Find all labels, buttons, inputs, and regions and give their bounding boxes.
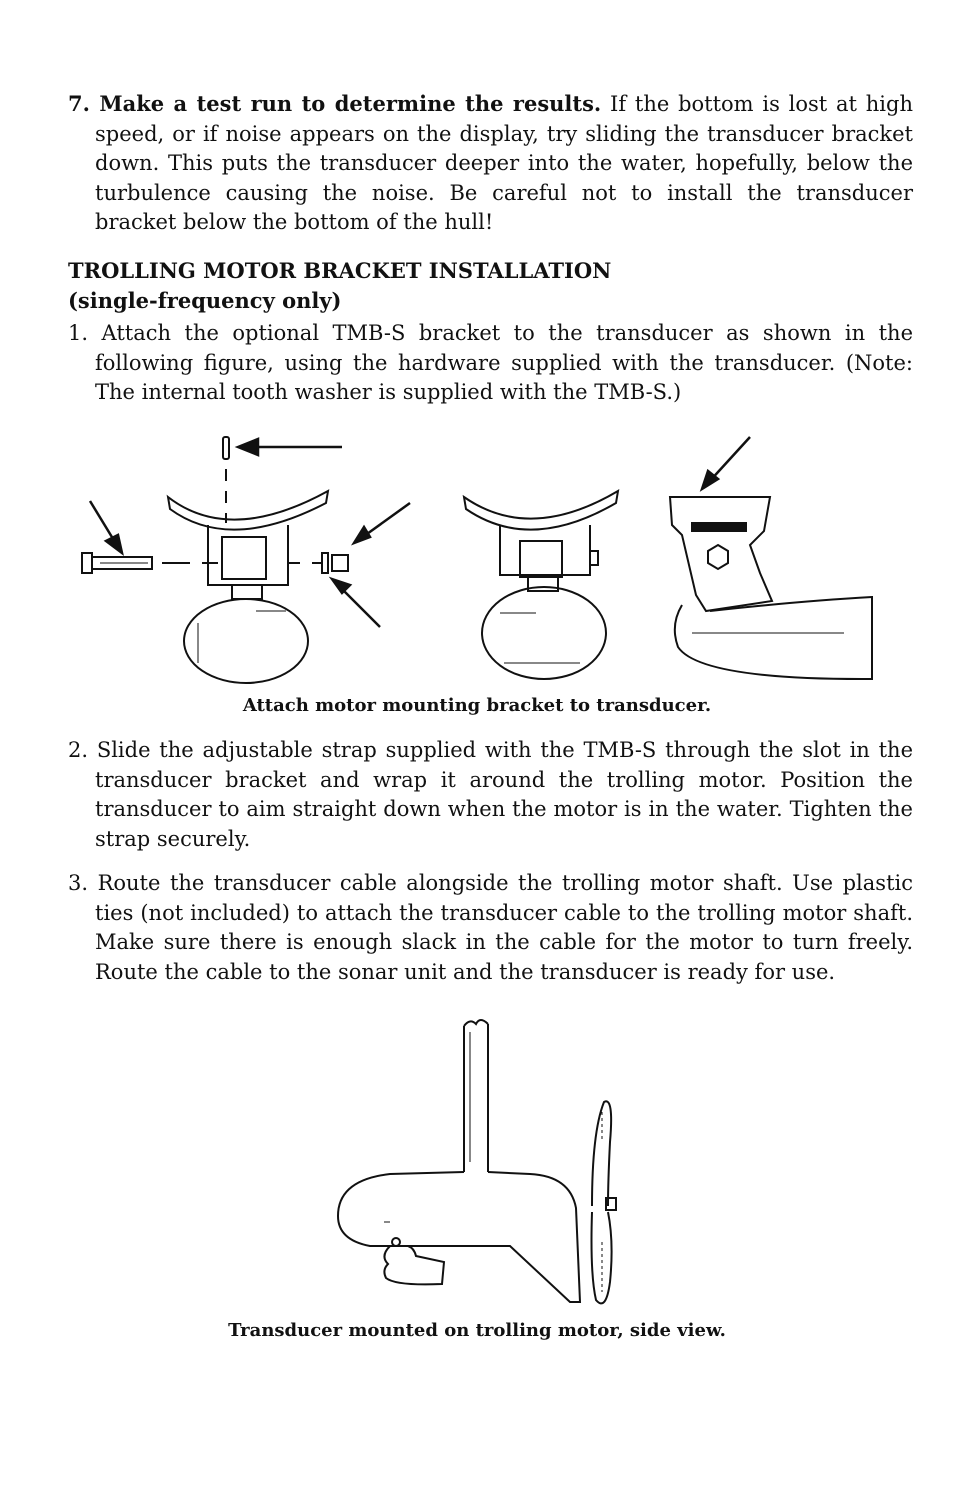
step-7-text: If the bottom is lost at high speed, or if noise appears on the display, try sliding the transducer bracket down. This puts the transducer deeper into the water, hopefully, below the turbulence causing the noise. Be careful not to install the transducer bracket below the bottom of the hull! bbox=[95, 92, 913, 235]
washer-illustration bbox=[322, 553, 328, 573]
section-heading bbox=[68, 256, 886, 316]
transducer-front bbox=[184, 599, 308, 683]
propeller-blade-lower bbox=[592, 1212, 612, 1303]
step-7-lead: 7. Make a test run to determine the results. bbox=[68, 91, 602, 116]
step-7-paragraph bbox=[68, 89, 913, 238]
nut-illustration bbox=[332, 555, 348, 571]
step-1-paragraph: 1. Attach the optional TMB-S bracket to the transducer as shown in the following figure, using the hardware supplied with the transducer. (Note: The internal tooth washer is supplied with the TMB-S.) bbox=[68, 321, 913, 405]
bolt-illustration bbox=[82, 553, 152, 573]
bracket-curve bbox=[168, 491, 328, 530]
transducer-side-view bbox=[670, 497, 872, 679]
mounted-transducer bbox=[384, 1246, 444, 1284]
propeller-blade-upper bbox=[592, 1101, 611, 1206]
figure-bracket-assembly bbox=[60, 425, 890, 690]
arrows-exploded bbox=[90, 437, 750, 627]
step-2-paragraph: 2. Slide the adjustable strap supplied with the TMB-S through the slot in the transducer bracket and wrap it around the trolling motor. Position the transducer to aim straight down when the motor is in the water. Tighten the strap securely. bbox=[68, 738, 913, 851]
bracket-body bbox=[208, 525, 288, 585]
figure-1-caption: Attach motor mounting bracket to transducer. bbox=[242, 695, 712, 716]
section-subtitle: (single-frequency only) bbox=[68, 288, 342, 313]
motor-shaft bbox=[464, 1024, 488, 1172]
step-3-paragraph: 3. Route the transducer cable alongside the trolling motor shaft. Use plastic ties (not included) to attach the transducer cable to the trolling motor shaft. Make sure there is enough slack in the cable for the motor to turn freely. Route the cable to the sonar unit and the transducer is ready for use. bbox=[68, 871, 913, 984]
section-title: TROLLING MOTOR BRACKET INSTALLATION bbox=[68, 258, 612, 283]
figure-trolling-motor bbox=[330, 1012, 630, 1310]
pin-illustration bbox=[223, 437, 229, 459]
assembled-front-view bbox=[464, 491, 618, 679]
motor-body bbox=[338, 1172, 580, 1302]
figure-2-caption: Transducer mounted on trolling motor, side view. bbox=[228, 1320, 726, 1341]
